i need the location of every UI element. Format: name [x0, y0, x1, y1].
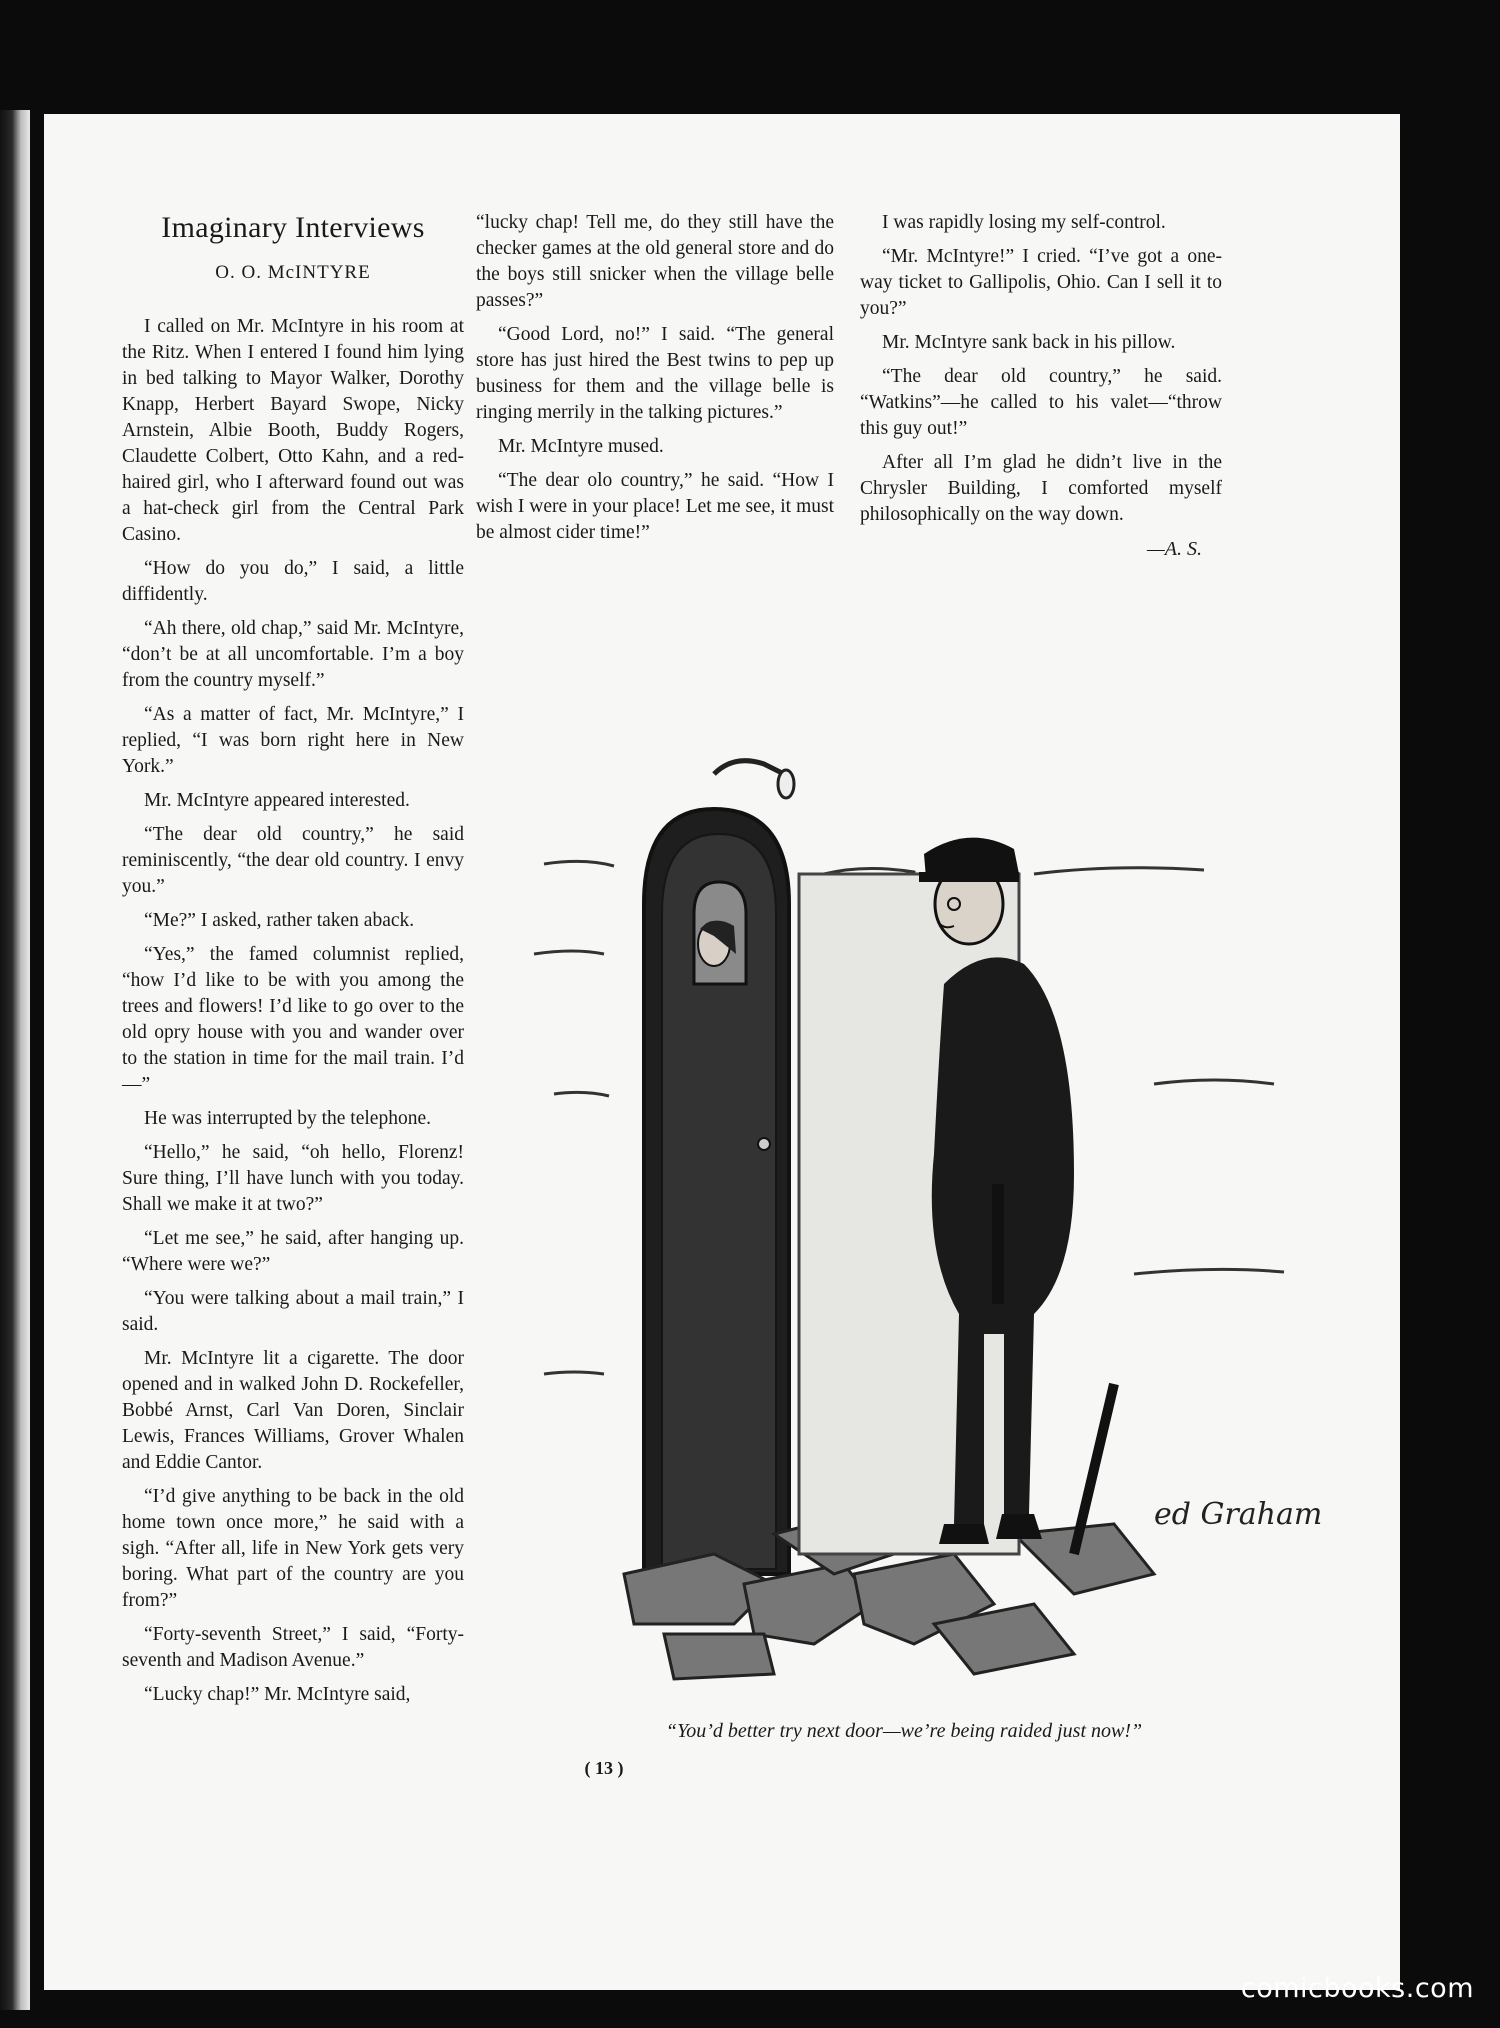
paragraph: “The dear olo country,” he said. “How I wish I were in your place! Let me see, it must be almost cider time!” — [476, 470, 834, 543]
paragraph: “Let me see,” he said, after hanging up. “Where were we?” — [122, 1228, 464, 1275]
paragraph: Mr. McIntyre lit a cigarette. The door opened and in walked John D. Rockefeller, Bobbé Arnst, Carl Van Doren, Sinclair Lewis, Frances Williams, Grover Whalen and Eddie Cantor. — [122, 1348, 464, 1473]
paragraph: “Forty-seventh Street,” I said, “Forty-seventh and Madison Avenue.” — [122, 1624, 464, 1671]
paragraph: “The dear old country,” he said reminiscently, “the dear old country. I envy you.” — [122, 824, 464, 897]
paragraph: He was interrupted by the telephone. — [144, 1108, 431, 1129]
paragraph: “As a matter of fact, Mr. McIntyre,” I replied, “I was born right here in New York.” — [122, 704, 464, 777]
article-title: Imaginary Interviews — [161, 211, 425, 244]
watermark: comicbooks.com — [1240, 1973, 1474, 2004]
paragraph: Mr. McIntyre appeared interested. — [144, 790, 410, 811]
paragraph: “Lucky chap!” Mr. McIntyre said, — [144, 1684, 411, 1705]
paragraph: “lucky chap! Tell me, do they still have the checker games at the old general store and do the boys still snicker when the village belle passes?” — [476, 212, 834, 311]
paragraph: “How do you do,” I said, a little diffidently. — [122, 558, 464, 605]
paragraph: “I’d give anything to be back in the old home town once more,” he said with a sigh. “After all, life in New York gets very boring. What part of the country are you from?” — [122, 1486, 464, 1611]
paragraph: “Hello,” he said, “oh hello, Florenz! Sure thing, I’ll have lunch with you today. Shall we make it at two?” — [122, 1142, 464, 1215]
paragraph: I was rapidly losing my self-control. — [882, 212, 1166, 233]
page-number: ( 13 ) — [584, 1758, 624, 1778]
article-byline: O. O. McINTYRE — [215, 262, 371, 283]
paragraph: “Mr. McIntyre!” I cried. “I’ve got a one-way ticket to Gallipolis, Ohio. Can I sell it to you?” — [860, 246, 1222, 319]
article-column-1 — [122, 210, 464, 1716]
paragraph: “Yes,” the famed columnist replied, “how I’d like to be with you among the trees and flowers! I’d like to go over to the old opry house with you and wander over to the station in time for the mail train. I’d—” — [122, 944, 464, 1095]
cartoon-illustration — [514, 754, 1323, 1684]
article-column-3 — [860, 210, 1222, 562]
paragraph: “Good Lord, no!” I said. “The general store has just hired the Best twins to pep up business for them and the village belle is ringing merrily in the talking pictures.” — [476, 324, 834, 423]
door-knob — [758, 1138, 770, 1150]
magazine-page — [44, 114, 1400, 1990]
paragraph: “The dear old country,” he said. “Watkins”—he called to his valet—“throw this guy out!” — [860, 366, 1222, 439]
lamp-bracket — [714, 761, 784, 774]
paragraph: “You were talking about a mail train,” I said. — [122, 1288, 464, 1335]
cartoon-caption: “You’d better try next door—we’re being raided just now!” — [665, 1720, 1143, 1742]
paragraph: Mr. McIntyre sank back in his pillow. — [882, 332, 1176, 353]
paragraph: Mr. McIntyre mused. — [498, 436, 664, 457]
paragraph: “Ah there, old chap,” said Mr. McIntyre, “don’t be at all uncomfortable. I’m a boy from the country myself.” — [122, 618, 464, 691]
article-signature: —A. S. — [1147, 538, 1202, 560]
artist-signature: ed Graham — [1154, 1497, 1323, 1532]
paragraph: I called on Mr. McIntyre in his room at the Ritz. When I entered I found him lying in bed talking to Mayor Walker, Dorothy Knapp, Herbert Bayard Swope, Nicky Arnstein, Albie Booth, Buddy Rogers, Claudette Colbert, Otto Kahn, and a red-haired girl, who I afterward found out was a hat-check girl from the Central Park Casino. — [122, 316, 464, 545]
lamp — [778, 770, 794, 798]
paragraph: “Me?” I asked, rather taken aback. — [144, 910, 415, 931]
paragraph: After all I’m glad he didn’t live in the Chrysler Building, I comforted myself philosophically on the way down. — [860, 452, 1222, 525]
article-column-2 — [476, 210, 834, 554]
adjacent-page-edge — [0, 110, 30, 2010]
